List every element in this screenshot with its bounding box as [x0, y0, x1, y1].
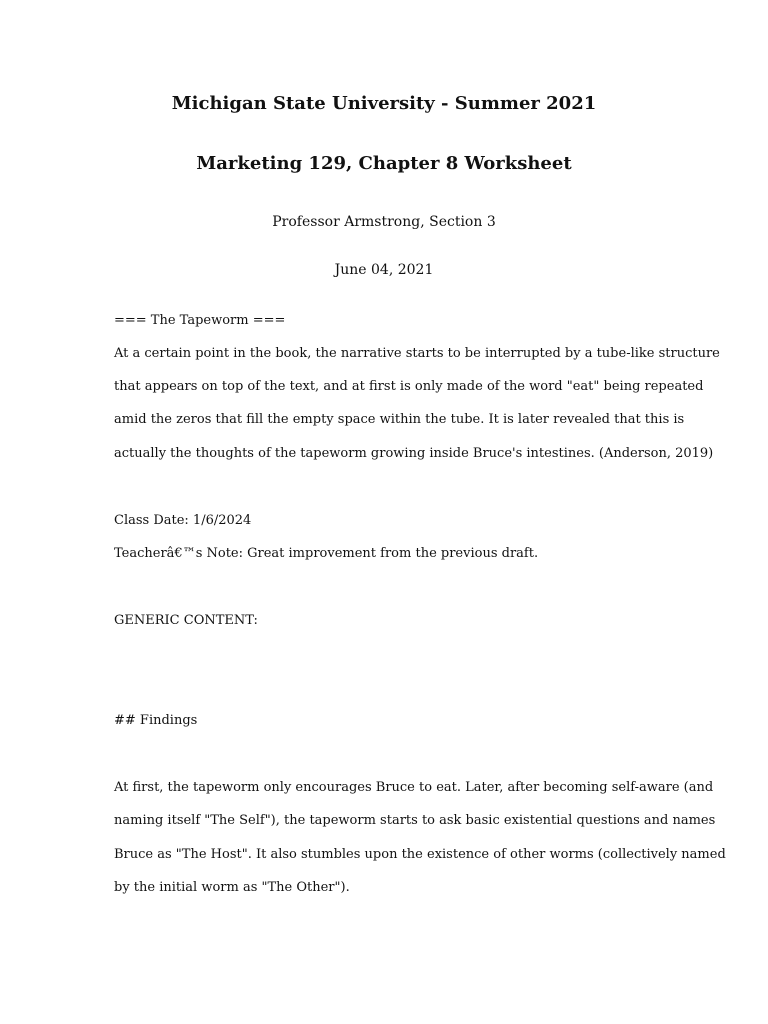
paragraph-line: At first, the tapeworm only encourages Bruce to eat. Later, after becoming self-aware (and	[114, 780, 714, 795]
professor-line: Professor Armstrong, Section 3	[272, 214, 496, 230]
generic-content-label: GENERIC CONTENT:	[114, 613, 258, 628]
paragraph-line: amid the zeros that fill the empty space within the tube. It is later revealed that this is	[114, 412, 685, 427]
section-heading: === The Tapeworm ===	[114, 313, 286, 328]
paragraph-line: that appears on top of the text, and at first is only made of the word "eat" being repeated	[114, 379, 704, 394]
paragraph-line: by the initial worm as "The Other").	[114, 880, 350, 895]
teacher-note: Teacherâ€™s Note: Great improvement from the previous draft.	[114, 546, 539, 561]
paragraph-line: actually the thoughts of the tapeworm growing inside Bruce's intestines. (Anderson, 2019)	[114, 446, 714, 461]
findings-heading: ## Findings	[114, 713, 198, 728]
paragraph-line: At a certain point in the book, the narrative starts to be interrupted by a tube-like structure	[114, 346, 720, 361]
paragraph-line: Bruce as "The Host". It also stumbles upon the existence of other worms (collectively named	[114, 847, 726, 862]
class-date: Class Date: 1/6/2024	[114, 513, 252, 528]
document-date: June 04, 2021	[334, 262, 434, 278]
document-title: Michigan State University - Summer 2021	[171, 93, 597, 114]
document-subtitle: Marketing 129, Chapter 8 Worksheet	[196, 153, 572, 174]
paragraph-line: naming itself "The Self"), the tapeworm starts to ask basic existential questions and names	[114, 813, 716, 828]
